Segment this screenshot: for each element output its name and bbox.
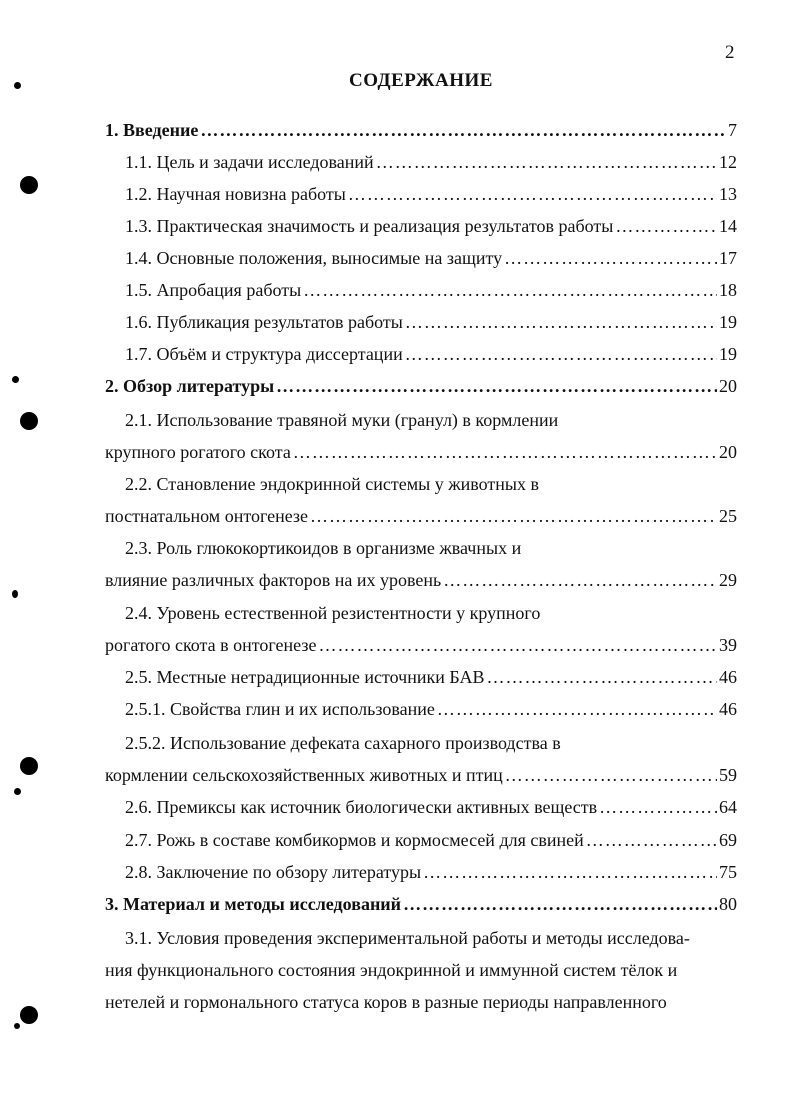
toc-entry-page: 14 [719, 216, 737, 236]
toc-entry-1-6 [125, 312, 737, 336]
toc-entry-2-3-line1: 2.3. Роль глюкокортикоидов в организме жвачных и [125, 538, 522, 558]
toc-entry-3-1-line3: нетелей и гормонального статуса коров в разные периоды направленного [105, 992, 667, 1012]
toc-entry-page: 12 [719, 152, 737, 172]
toc-entry-page: 20 [719, 442, 737, 462]
toc-entry-chapter-2 [105, 376, 737, 400]
toc-entry-title: рогатого скота в онтогенезе [105, 635, 317, 655]
toc-entry-2-1-line2 [105, 442, 737, 466]
toc-entry-page: 13 [719, 184, 737, 204]
toc-entry-title: 1. Введение [105, 120, 199, 140]
page-number: 2 [725, 42, 735, 63]
toc-leader-dots [405, 344, 717, 365]
toc-entry-title: крупного рогатого скота [105, 442, 291, 462]
toc-leader-dots [423, 862, 717, 883]
toc-leader-dots [486, 667, 717, 688]
toc-entry-title: 3. Материал и методы исследований [105, 894, 402, 914]
toc-entry-title: постнатальном онтогенезе [105, 506, 309, 526]
toc-entry-page: 80 [719, 894, 737, 914]
toc-entry-title: 2. Обзор литературы [105, 376, 275, 396]
toc-entry-2-5-2-line1: 2.5.2. Использование дефеката сахарного производства в [125, 733, 561, 753]
toc-entry-1-2 [125, 184, 737, 208]
toc-entry-page: 25 [719, 506, 737, 526]
toc-entry-title: кормлении сельскохозяйственных животных и птиц [105, 765, 503, 785]
toc-entry-title: 2.7. Рожь в составе комбикормов и кормосмесей для свиней [125, 830, 584, 850]
toc-entry-2-5 [125, 667, 737, 691]
toc-entry-page: 75 [719, 862, 737, 882]
toc-entry-1-1 [125, 152, 737, 176]
toc-entry-1-4 [125, 248, 737, 272]
toc-leader-dots [599, 797, 717, 818]
toc-entry-2-3-line2 [105, 570, 737, 594]
toc-leader-dots [586, 830, 717, 851]
toc-entry-page: 7 [728, 120, 737, 140]
toc-entry-1-3 [125, 216, 737, 240]
page-title: СОДЕРЖАНИЕ [349, 70, 493, 91]
toc-leader-dots [318, 635, 717, 656]
toc-entry-2-2-line1: 2.2. Становление эндокринной системы у животных в [125, 474, 540, 494]
toc-entry-page: 19 [719, 344, 737, 364]
toc-entry-title: 1.6. Публикация результатов работы [125, 312, 403, 332]
toc-leader-dots [615, 216, 717, 237]
toc-entry-page: 19 [719, 312, 737, 332]
toc-leader-dots [376, 152, 717, 173]
toc-entry-title: 1.1. Цель и задачи исследований [125, 152, 374, 172]
toc-entry-title: 2.6. Премиксы как источник биологически активных веществ [125, 797, 598, 817]
toc-entry-2-2-line2 [105, 506, 737, 530]
toc-entry-3-1-line2: ния функционального состояния эндокринной и иммунной систем тёлок и [105, 960, 678, 980]
toc-leader-dots [403, 894, 717, 915]
toc-entry-title: 2.8. Заключение по обзору литературы [125, 862, 422, 882]
toc-leader-dots [293, 442, 717, 463]
toc-entry-2-4-line2 [105, 635, 737, 659]
toc-leader-dots [437, 699, 717, 720]
toc-leader-dots [303, 280, 717, 301]
toc-leader-dots [200, 120, 726, 141]
toc-entry-title: влияние различных факторов на их уровень [105, 570, 442, 590]
toc-entry-page: 18 [719, 280, 737, 300]
toc-entry-1-7 [125, 344, 737, 368]
toc-entry-title: 1.2. Научная новизна работы [125, 184, 346, 204]
toc-entry-page: 69 [719, 830, 737, 850]
toc-leader-dots [276, 376, 717, 397]
toc-entry-title: 1.7. Объём и структура диссертации [125, 344, 403, 364]
toc-entry-2-7 [125, 830, 737, 854]
toc-entry-title: 1.5. Апробация работы [125, 280, 302, 300]
toc-entry-2-1-line1: 2.1. Использование травяной муки (гранул) в кормлении [125, 410, 559, 430]
toc-entry-page: 17 [719, 248, 737, 268]
toc-leader-dots [310, 506, 717, 527]
toc-entry-page: 39 [719, 635, 737, 655]
toc-entry-2-6 [125, 797, 737, 821]
toc-entry-2-4-line1: 2.4. Уровень естественной резистентности у крупного [125, 603, 541, 623]
toc-entry-1-5 [125, 280, 737, 304]
toc-entry-3-1-line1: 3.1. Условия проведения экспериментальной работы и методы исследова- [125, 928, 690, 948]
toc-leader-dots [405, 312, 717, 333]
toc-entry-title: 2.5.1. Свойства глин и их использование [125, 699, 435, 719]
toc-leader-dots [505, 765, 717, 786]
toc-leader-dots [504, 248, 717, 269]
toc-entry-chapter-1 [105, 120, 737, 144]
toc-entry-2-8 [125, 862, 737, 886]
toc-entry-page: 20 [719, 376, 737, 396]
toc-entry-title: 1.4. Основные положения, выносимые на защиту [125, 248, 503, 268]
toc-entry-2-5-2-line2 [105, 765, 737, 789]
toc-entry-title: 1.3. Практическая значимость и реализация результатов работы [125, 216, 614, 236]
toc-entry-2-5-1 [125, 699, 737, 723]
toc-leader-dots [443, 570, 717, 591]
toc-entry-page: 29 [719, 570, 737, 590]
toc-entry-page: 59 [719, 765, 737, 785]
toc-entry-chapter-3 [105, 894, 737, 918]
toc-entry-page: 64 [719, 797, 737, 817]
toc-entry-page: 46 [719, 667, 737, 687]
toc-leader-dots [348, 184, 717, 205]
toc-entry-page: 46 [719, 699, 737, 719]
toc-entry-title: 2.5. Местные нетрадиционные источники БАВ [125, 667, 485, 687]
